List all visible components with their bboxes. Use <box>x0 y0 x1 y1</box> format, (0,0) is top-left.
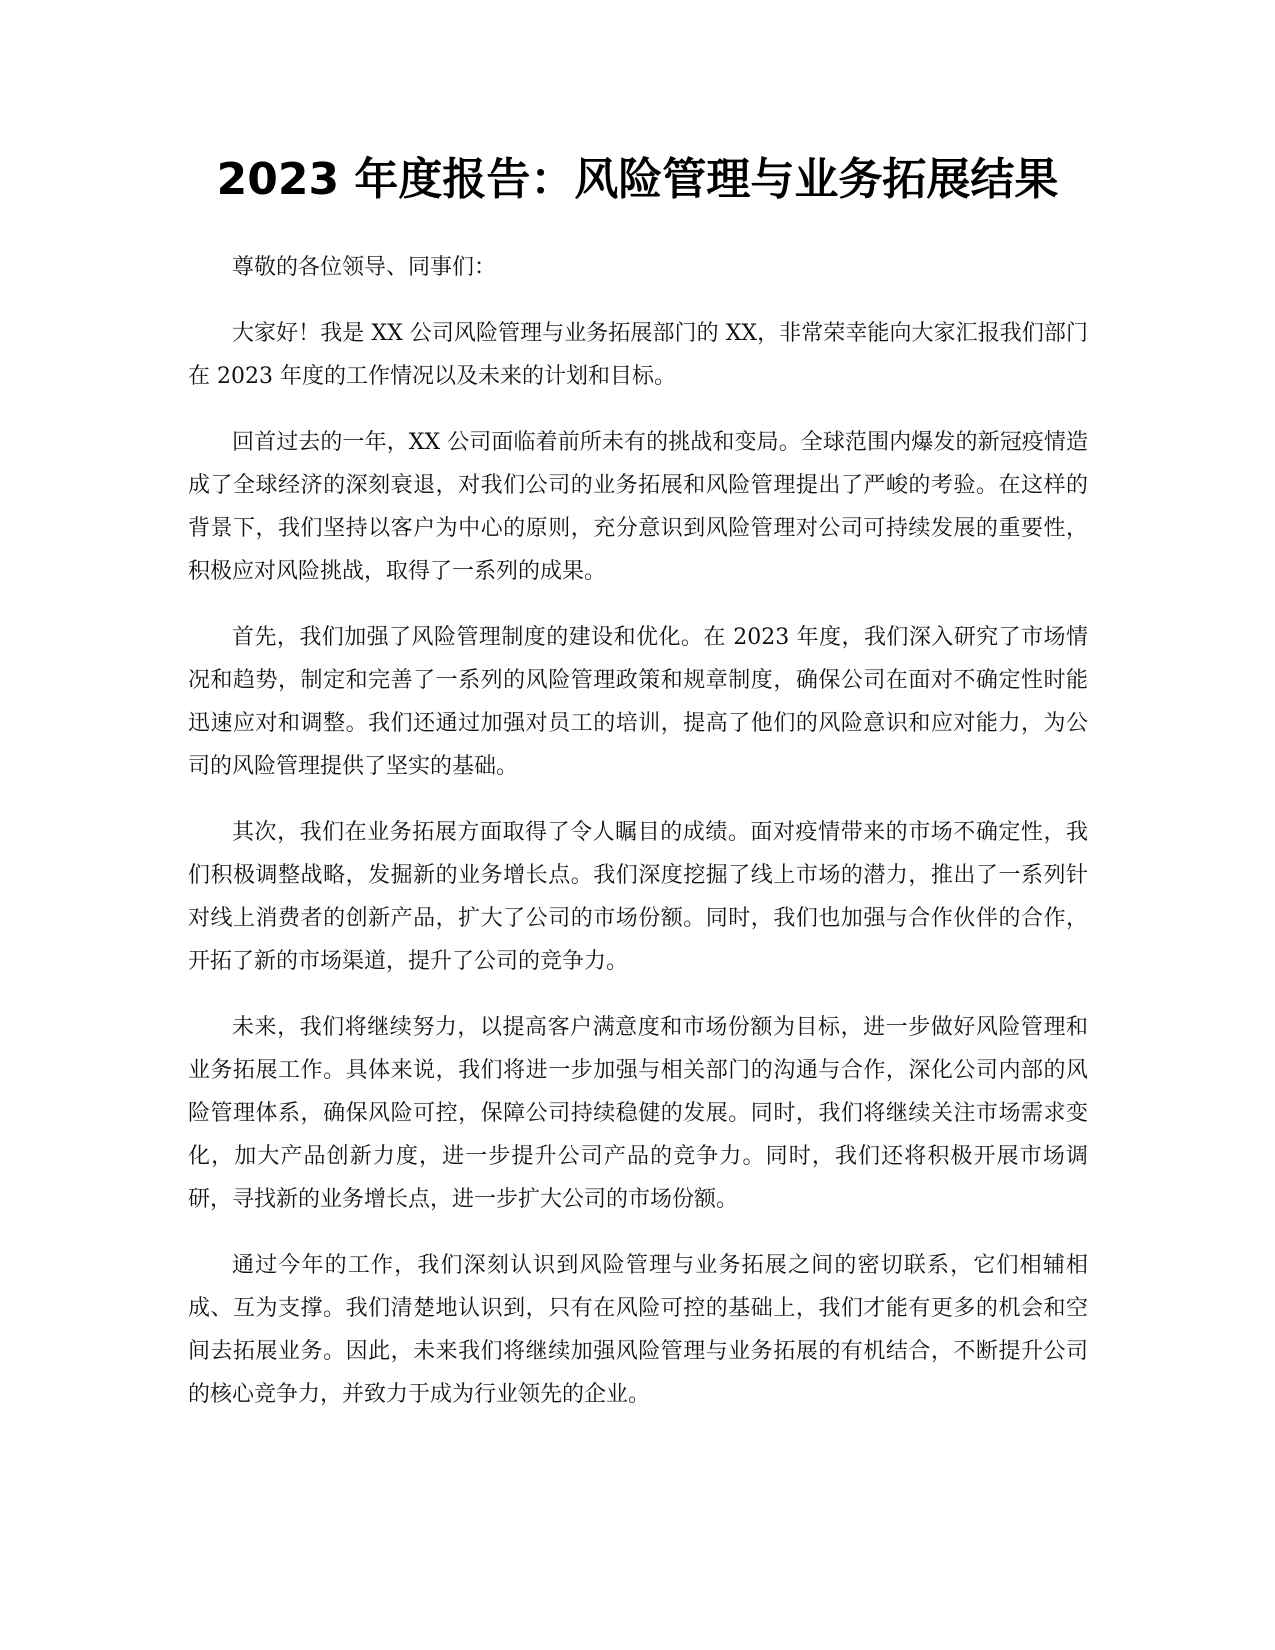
risk-management-paragraph: 首先，我们加强了风险管理制度的建设和优化。在 2023 年度，我们深入研究了市场情况和趋势，制定和完善了一系列的风险管理政策和规章制度，确保公司在面对不确定性时能迅速应对和调整。我们还通过加强对员工的培训，提高了他们的风险意识和应对能力，为公司的风险管理提供了坚实的基础。 <box>188 625 1088 779</box>
salutation-paragraph: 尊敬的各位领导、同事们： <box>232 255 497 280</box>
business-expansion-paragraph: 其次，我们在业务拓展方面取得了令人瞩目的成绩。面对疫情带来的市场不确定性，我们积极调整战略，发掘新的业务增长点。我们深度挖掘了线上市场的潜力，推出了一系列针对线上消费者的创新产品，扩大了公司的市场份额。同时，我们也加强与合作伙伴的合作，开拓了新的市场渠道，提升了公司的竞争力。 <box>188 820 1088 974</box>
conclusion-paragraph: 通过今年的工作，我们深刻认识到风险管理与业务拓展之间的密切联系，它们相辅相成、互为支撑。我们清楚地认识到，只有在风险可控的基础上，我们才能有更多的机会和空间去拓展业务。因此，未来我们将继续加强风险管理与业务拓展的有机结合，不断提升公司的核心竞争力，并致力于成为行业领先的企业。 <box>188 1253 1088 1407</box>
review-paragraph: 回首过去的一年，XX 公司面临着前所未有的挑战和变局。全球范围内爆发的新冠疫情造成了全球经济的深刻衰退，对我们公司的业务拓展和风险管理提出了严峻的考验。在这样的背景下，我们坚持以客户为中心的原则，充分意识到风险管理对公司可持续发展的重要性，积极应对风险挑战，取得了一系列的成果。 <box>188 430 1088 584</box>
document-title: 2023 年度报告：风险管理与业务拓展结果 <box>216 154 1059 205</box>
introduction-paragraph: 大家好！我是 XX 公司风险管理与业务拓展部门的 XX，非常荣幸能向大家汇报我们部门在 2023 年度的工作情况以及未来的计划和目标。 <box>188 321 1088 389</box>
future-plan-paragraph: 未来，我们将继续努力，以提高客户满意度和市场份额为目标，进一步做好风险管理和业务拓展工作。具体来说，我们将进一步加强与相关部门的沟通与合作，深化公司内部的风险管理体系，确保风险可控，保障公司持续稳健的发展。同时，我们将继续关注市场需求变化，加大产品创新力度，进一步提升公司产品的竞争力。同时，我们还将积极开展市场调研，寻找新的业务增长点，进一步扩大公司的市场份额。 <box>188 1015 1088 1212</box>
document-body <box>188 246 1088 1439</box>
